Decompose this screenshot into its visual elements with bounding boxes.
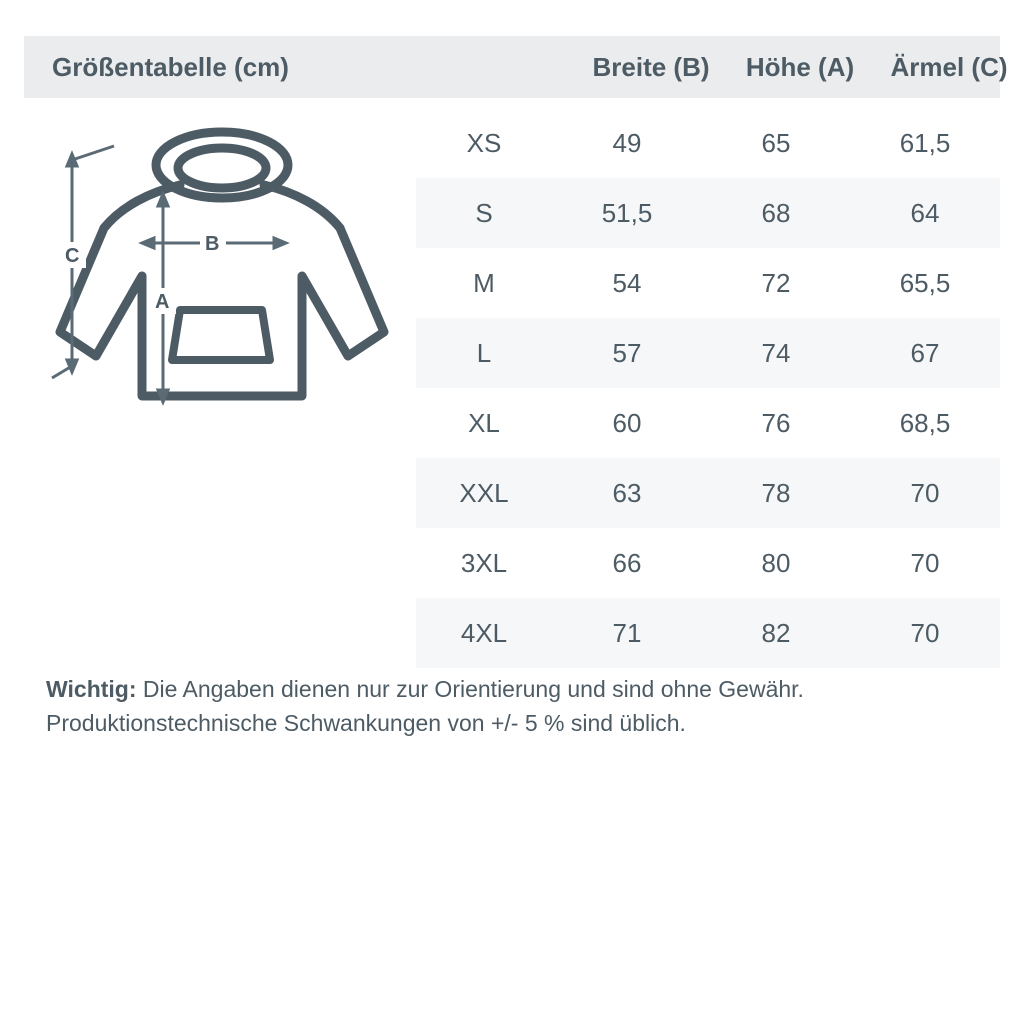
- table-row: [416, 318, 1000, 388]
- cell-size: XS: [466, 127, 502, 158]
- size-table: [416, 108, 1000, 668]
- cell-size: XL: [468, 407, 500, 438]
- label-a: A: [155, 291, 170, 313]
- cell-height: 72: [761, 267, 791, 298]
- cell-sleeve: 64: [910, 197, 940, 228]
- cell-width: 63: [612, 477, 642, 508]
- cell-sleeve: 70: [910, 547, 940, 578]
- cell-height: 78: [761, 477, 791, 508]
- cell-width: 54: [612, 267, 642, 298]
- table-row: [416, 178, 1000, 248]
- cell-sleeve: 68,5: [899, 407, 951, 438]
- table-row: [416, 388, 1000, 458]
- table-header: [24, 36, 1008, 98]
- page-title: Größentabelle (cm): [52, 51, 289, 82]
- label-b: B: [205, 233, 220, 255]
- cell-height: 65: [761, 127, 791, 158]
- cell-height: 68: [761, 197, 791, 228]
- hoodie-diagram: [30, 110, 420, 470]
- header-col-sleeve: Ärmel (C): [890, 51, 1008, 82]
- cell-width: 51,5: [601, 197, 653, 228]
- label-c: C: [65, 245, 80, 267]
- cell-sleeve: 65,5: [899, 267, 951, 298]
- cell-size: L: [476, 337, 492, 368]
- cell-width: 49: [612, 127, 642, 158]
- header-columns: [464, 52, 1024, 83]
- cell-size: 4XL: [460, 617, 508, 648]
- table-row: [416, 108, 1000, 178]
- cell-size: M: [473, 267, 495, 298]
- disclaimer-label: Wichtig:: [46, 676, 137, 702]
- table-row: [416, 458, 1000, 528]
- cell-size: 3XL: [460, 547, 508, 578]
- cell-sleeve: 70: [910, 617, 940, 648]
- cell-sleeve: 61,5: [899, 127, 951, 158]
- cell-height: 82: [761, 617, 791, 648]
- table-row: [416, 528, 1000, 598]
- disclaimer-text: Die Angaben dienen nur zur Orientierung und sind ohne Gewähr. Produktionstechnische Schwankungen von +/- 5 % sind üblich.: [46, 676, 804, 736]
- cell-width: 71: [612, 617, 642, 648]
- cell-sleeve: 67: [910, 337, 940, 368]
- cell-height: 80: [761, 547, 791, 578]
- cell-sleeve: 70: [910, 477, 940, 508]
- cell-width: 60: [612, 407, 642, 438]
- disclaimer-note: [46, 672, 1006, 740]
- cell-size: S: [475, 197, 493, 228]
- table-row: [416, 598, 1000, 668]
- cell-height: 74: [761, 337, 791, 368]
- header-col-width: Breite (B): [592, 51, 710, 82]
- cell-width: 57: [612, 337, 642, 368]
- header-col-height: Höhe (A): [745, 51, 855, 82]
- cell-width: 66: [612, 547, 642, 578]
- cell-size: XXL: [459, 477, 509, 508]
- cell-height: 76: [761, 407, 791, 438]
- table-row: [416, 248, 1000, 318]
